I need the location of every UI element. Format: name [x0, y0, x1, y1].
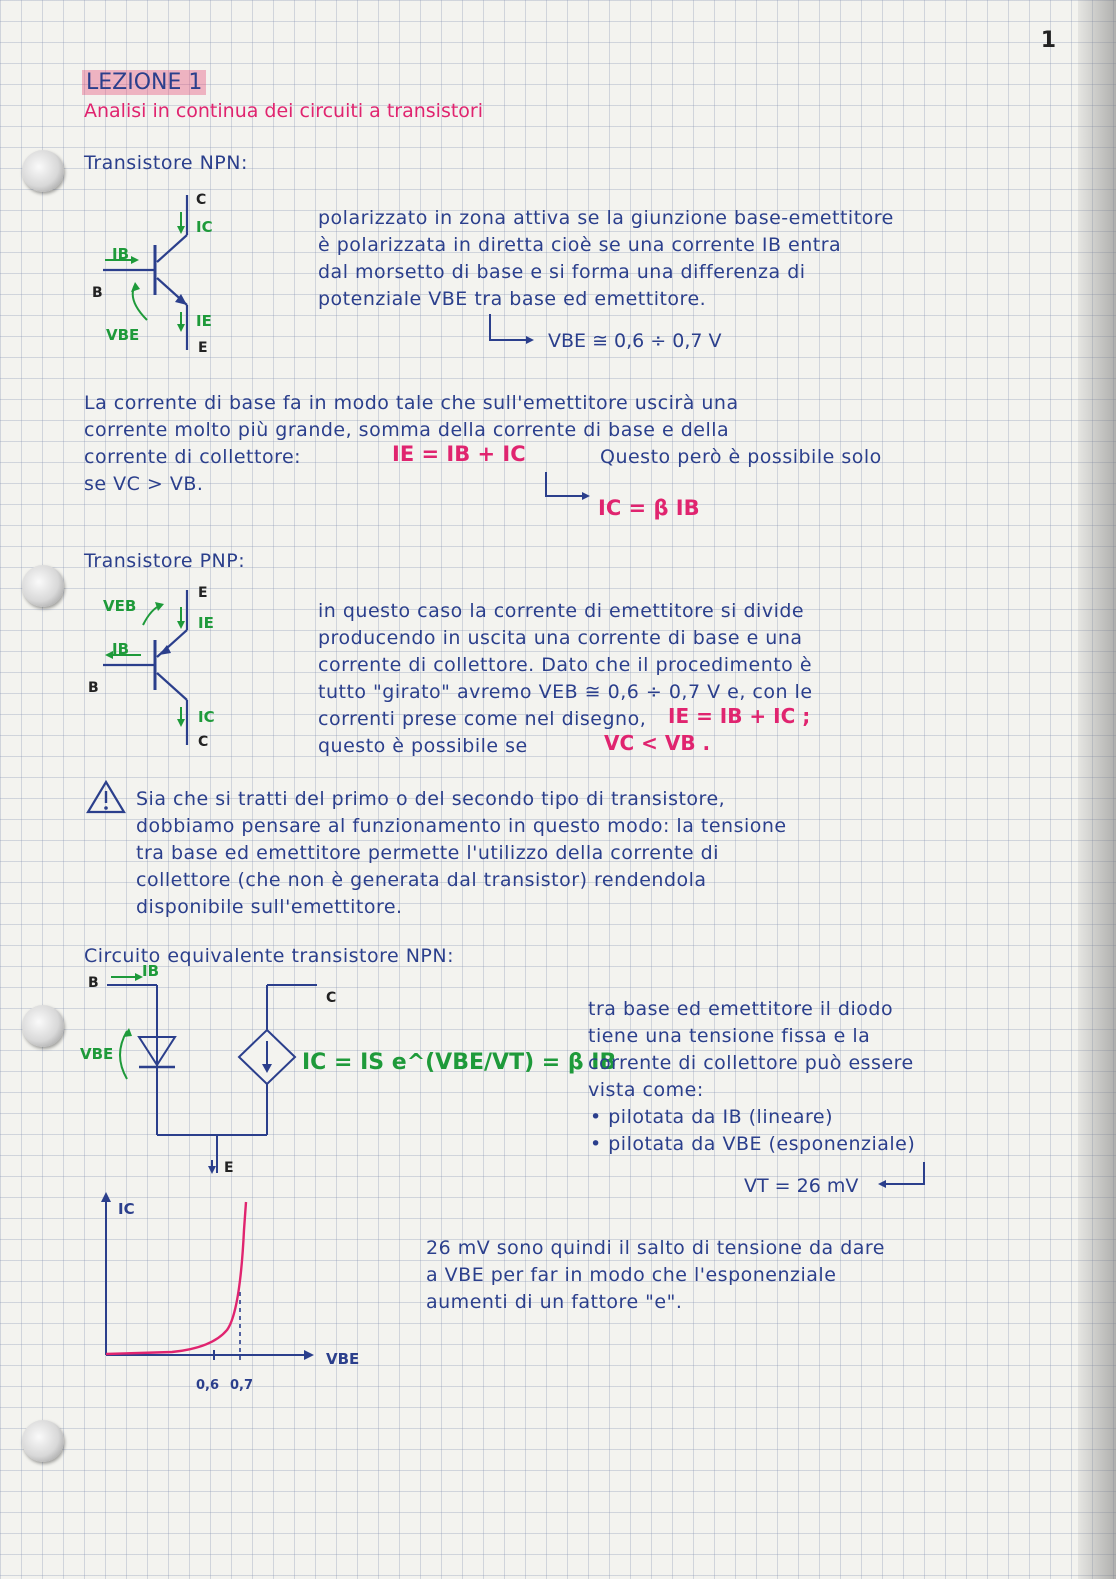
equivalent-circuit-diagram	[85, 975, 535, 1180]
npn-heading: Transistore NPN:	[84, 152, 248, 174]
binder-hole	[22, 1420, 64, 1462]
npn-text-line: polarizzato in zona attiva se la giunzione base-emettitore	[318, 207, 894, 229]
pnp-label-ic: IC	[198, 708, 215, 726]
base-current-condition: se VC > VB.	[84, 473, 204, 495]
binder-hole	[22, 1005, 64, 1047]
warning-text-line: Sia che si tratti del primo o del secondo tipo di transistore,	[136, 788, 726, 810]
equation-ie: IE = IB + IC	[392, 442, 526, 466]
graph-ylabel: IC	[118, 1200, 135, 1218]
npn-label-c: C	[196, 192, 207, 208]
vt-arrow	[874, 1160, 934, 1194]
bullet-text: pilotata da IB (lineare)	[608, 1106, 833, 1128]
lesson-title-text: LEZIONE 1	[82, 70, 206, 95]
equivalent-text-line: tra base ed emettitore il diodo	[588, 998, 894, 1020]
pnp-label-ie: IE	[198, 614, 214, 632]
pnp-label-ib: IB	[112, 640, 130, 658]
binder-hole	[22, 150, 64, 192]
base-current-line: Questo però è possibile solo	[600, 446, 882, 468]
warning-text-line: disponibile sull'emettitore.	[136, 896, 403, 918]
npn-label-e: E	[198, 340, 208, 356]
pnp-text-line: corrente di collettore. Dato che il procedimento è	[318, 654, 813, 676]
equation-ic: IC = β IB	[598, 496, 700, 520]
graph-text-line: aumenti di un fattore "e".	[426, 1291, 683, 1313]
base-current-line: La corrente di base fa in modo tale che sull'emettitore uscirà una	[84, 392, 739, 414]
npn-text-line: potenziale VBE tra base ed emettitore.	[318, 288, 707, 310]
equivalent-text-line: tiene una tensione fissa e la	[588, 1025, 871, 1047]
pnp-label-veb: VEB	[103, 597, 137, 615]
base-current-line: corrente molto più grande, somma della corrente di base e della	[84, 419, 730, 441]
npn-label-ib: IB	[112, 245, 130, 263]
equivalent-bullet: • pilotata da IB (lineare)	[590, 1106, 833, 1128]
npn-label-b: B	[92, 285, 103, 301]
npn-text-line: è polarizzata in diretta cioè se una corrente IB entra	[318, 234, 842, 256]
eq-label-vbe: VBE	[80, 1045, 114, 1063]
warning-text-line: dobbiamo pensare al funzionamento in questo modo: la tensione	[136, 815, 787, 837]
pnp-text-line: tutto "girato" avremo VEB ≅ 0,6 ÷ 0,7 V e, con le	[318, 681, 813, 703]
page-number: 1	[1040, 28, 1056, 53]
ic-arrow	[544, 470, 594, 505]
pnp-text-line: producendo in uscita una corrente di base e una	[318, 627, 803, 649]
warning-text-line: collettore (che non è generata dal transistor) rendendola	[136, 869, 707, 891]
npn-label-ie: IE	[196, 312, 212, 330]
graph-text-line: a VBE per far in modo che l'esponenziale	[426, 1264, 837, 1286]
graph-tick: 0,6	[196, 1378, 220, 1393]
warning-icon	[86, 780, 126, 814]
eq-label-e: E	[224, 1160, 234, 1176]
warning-text-line: tra base ed emettitore permette l'utilizzo della corrente di	[136, 842, 720, 864]
equivalent-text-line: vista come:	[588, 1079, 704, 1101]
equivalent-heading: Circuito equivalente transistore NPN:	[84, 945, 454, 967]
pnp-equation-ie: IE = IB + IC ;	[668, 704, 811, 728]
pnp-label-b: B	[88, 680, 99, 696]
pnp-label-e: E	[198, 585, 208, 601]
graph-tick: 0,7	[230, 1378, 254, 1393]
subtitle: Analisi in continua dei circuiti a transistori	[84, 100, 484, 122]
page-edge-shadow	[1078, 0, 1116, 1579]
base-current-line: corrente di collettore:	[84, 446, 302, 468]
graph-text-line: 26 mV sono quindi il salto di tensione da dare	[426, 1237, 885, 1259]
npn-label-vbe: VBE	[106, 326, 140, 344]
bullet-text: pilotata da VBE (esponenziale)	[608, 1133, 916, 1155]
pnp-label-c: C	[198, 734, 209, 750]
pnp-heading: Transistore PNP:	[84, 550, 246, 572]
dependent-source-formula: IC = IS e^(VBE/VT) = β IB	[302, 1050, 617, 1075]
equivalent-text-line: corrente di collettore può essere	[588, 1052, 914, 1074]
pnp-text-line: in questo caso la corrente di emettitore si divide	[318, 600, 805, 622]
pnp-condition: VC < VB .	[604, 731, 711, 755]
eq-label-ib: IB	[142, 962, 160, 980]
pnp-text-line: questo è possibile se	[318, 735, 528, 757]
lesson-title	[82, 70, 206, 95]
equivalent-bullet: • pilotata da VBE (esponenziale)	[590, 1133, 916, 1155]
npn-text-line: dal morsetto di base e si forma una differenza di	[318, 261, 806, 283]
eq-label-b: B	[88, 975, 99, 991]
npn-vbe-value: VBE ≅ 0,6 ÷ 0,7 V	[548, 330, 722, 352]
binder-hole	[22, 565, 64, 607]
pnp-text-line: correnti prese come nel disegno,	[318, 708, 647, 730]
vt-value: VT = 26 mV	[744, 1175, 859, 1197]
npn-arrow	[488, 312, 538, 347]
eq-label-c: C	[326, 990, 337, 1006]
graph-xlabel: VBE	[326, 1350, 360, 1368]
npn-label-ic: IC	[196, 218, 213, 236]
